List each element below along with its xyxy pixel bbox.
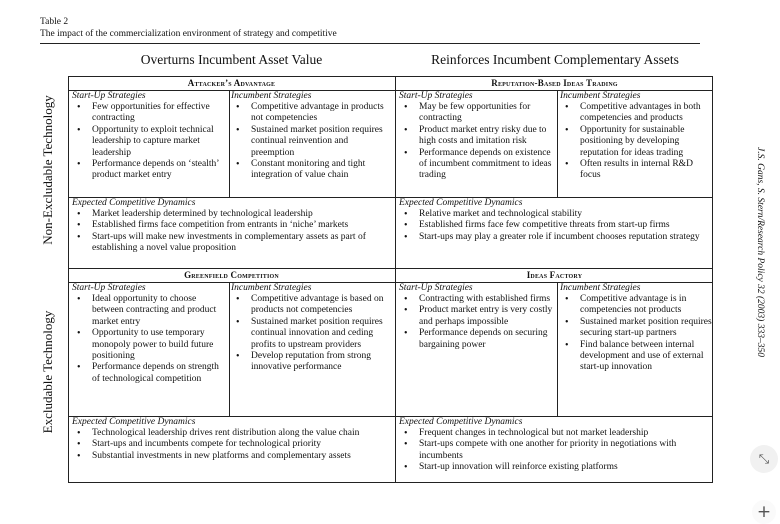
row-divider	[68, 268, 713, 269]
incumbent-strategies-heading: Incumbent Strategies	[560, 91, 641, 101]
attacker-startup	[72, 91, 228, 197]
list-item: • Contracting with established firms	[399, 294, 556, 305]
startup-strategies-heading: Start-Up Strategies	[72, 91, 146, 101]
list-item: • Start-ups may play a greater role if incumbent chooses reputation strategy	[399, 232, 711, 243]
table-label: Table 2	[40, 17, 69, 27]
list-item: • Find balance between internal development and use of external start-up innovation	[560, 340, 712, 374]
list-item: • Substantial investments in new platforms and complementary assets	[72, 451, 393, 462]
dynamics-heading: Expected Competitive Dynamics	[399, 198, 523, 208]
startup-strategies-heading: Start-Up Strategies	[399, 91, 473, 101]
list-item: • Sustained market position requires securing start-up partners	[560, 317, 712, 340]
quad-title-factory: Ideas Factory	[526, 270, 583, 280]
list-item: • Ideal opportunity to choose between contracting and product market entry	[72, 294, 228, 328]
reputation-split	[557, 90, 558, 197]
collapse-button[interactable]	[750, 445, 778, 473]
list-item: • Performance depends on ‘stealth’ product market entry	[72, 159, 228, 182]
col-header-reinforces: Reinforces Incumbent Complementary Assets	[431, 52, 679, 67]
list-item: • Competitive advantage is in competencies not products	[560, 294, 712, 317]
quad-title-reputation: Reputation-Based Ideas Trading	[491, 78, 618, 88]
list-item: • Competitive advantage in products not competencies	[231, 102, 393, 125]
list-item: • Frequent changes in technological but not market leadership	[399, 428, 711, 439]
incumbent-strategies-heading: Incumbent Strategies	[560, 283, 641, 293]
running-head: J.S. Gans, S. Stern/Research Policy 32 (2003) 333–350	[755, 147, 765, 357]
list-item: • Product market entry risky due to high costs and imitation risk	[399, 125, 556, 148]
incumbent-strategies-heading: Incumbent Strategies	[231, 91, 312, 101]
startup-strategies-heading: Start-Up Strategies	[399, 283, 473, 293]
list-item: • Relative market and technological stability	[399, 209, 711, 220]
list-item: • Start-ups will make new investments in complementary assets as part of establishing a novel value proposition	[72, 232, 393, 255]
dynamics-heading: Expected Competitive Dynamics	[399, 417, 523, 427]
incumbent-strategies-heading: Incumbent Strategies	[231, 283, 312, 293]
greenfield-split	[229, 282, 230, 416]
attacker-split	[229, 90, 230, 197]
col-header-overturns: Overturns Incumbent Asset Value	[140, 52, 323, 67]
startup-strategies-heading: Start-Up Strategies	[72, 283, 146, 293]
list-item: • Opportunity for sustainable positioning by developing reputation for ideas trading	[560, 125, 712, 159]
greenfield-incumbent	[231, 283, 393, 416]
factory-dynamics	[399, 417, 711, 483]
dynamics-heading: Expected Competitive Dynamics	[72, 417, 196, 427]
list-item: • Product market entry is very costly and perhaps impossible	[399, 305, 556, 328]
factory-split	[557, 282, 558, 416]
collapse-arrows-icon: ⤡	[758, 451, 770, 467]
reputation-startup	[399, 91, 556, 197]
row-label-excludable: Excludable Technology	[40, 310, 55, 434]
attacker-dynamics	[72, 198, 393, 268]
list-item: • Start-ups compete with one another for priority in negotiations with incumbents	[399, 439, 711, 462]
list-item: • Sustained market position requires continual innovation and ceding profits to upstream providers	[231, 317, 393, 351]
list-item: • Develop reputation from strong innovative performance	[231, 351, 393, 374]
quad-title-attacker: Attacker’s Advantage	[187, 78, 276, 88]
table-title: The impact of the commercialization environment of strategy and competitive	[40, 29, 337, 39]
list-item: • Market leadership determined by technological leadership	[72, 209, 393, 220]
list-item: • Established firms face competition from entrants in ‘niche’ markets	[72, 220, 393, 231]
list-item: • Opportunity to exploit technical leadership to capture market leadership	[72, 125, 228, 159]
list-item: • Performance depends on strength of technological competition	[72, 362, 228, 385]
list-item: • Performance depends on securing bargaining power	[399, 328, 556, 351]
dynamics-heading: Expected Competitive Dynamics	[72, 198, 196, 208]
list-item: • Technological leadership drives rent distribution along the value chain	[72, 428, 393, 439]
list-item: • Start-ups and incumbents compete for technological priority	[72, 439, 393, 450]
plus-icon: +	[756, 502, 772, 522]
list-item: • Opportunity to use temporary monopoly power to build future positioning	[72, 328, 228, 362]
row-label-non-excludable: Non-Excludable Technology	[40, 95, 55, 245]
list-item: • Competitive advantage is based on products not competencies	[231, 294, 393, 317]
list-item: • Sustained market position requires continual reinvention and preemption	[231, 125, 393, 159]
greenfield-startup	[72, 283, 228, 416]
list-item: • Competitive advantages in both competencies and products	[560, 102, 712, 125]
attacker-incumbent	[231, 91, 393, 197]
list-item: • Few opportunities for effective contracting	[72, 102, 228, 125]
list-item: • Established firms face few competitive threats from start-up firms	[399, 220, 711, 231]
factory-startup	[399, 283, 556, 416]
factory-incumbent	[560, 283, 712, 416]
list-item: • Constant monitoring and tight integration of value chain	[231, 159, 393, 182]
list-item: • May be few opportunities for contracting	[399, 102, 556, 125]
list-item: • Start-up innovation will reinforce existing platforms	[399, 462, 711, 473]
list-item: • Often results in internal R&D focus	[560, 159, 712, 182]
list-item: • Performance depends on existence of incumbent commitment to ideas trading	[399, 148, 556, 182]
quad-title-greenfield: Greenfield Competition	[184, 270, 279, 280]
add-button[interactable]	[752, 500, 776, 524]
caption-rule	[40, 43, 700, 44]
greenfield-dynamics	[72, 417, 393, 483]
reputation-dynamics	[399, 198, 711, 268]
reputation-incumbent	[560, 91, 712, 197]
